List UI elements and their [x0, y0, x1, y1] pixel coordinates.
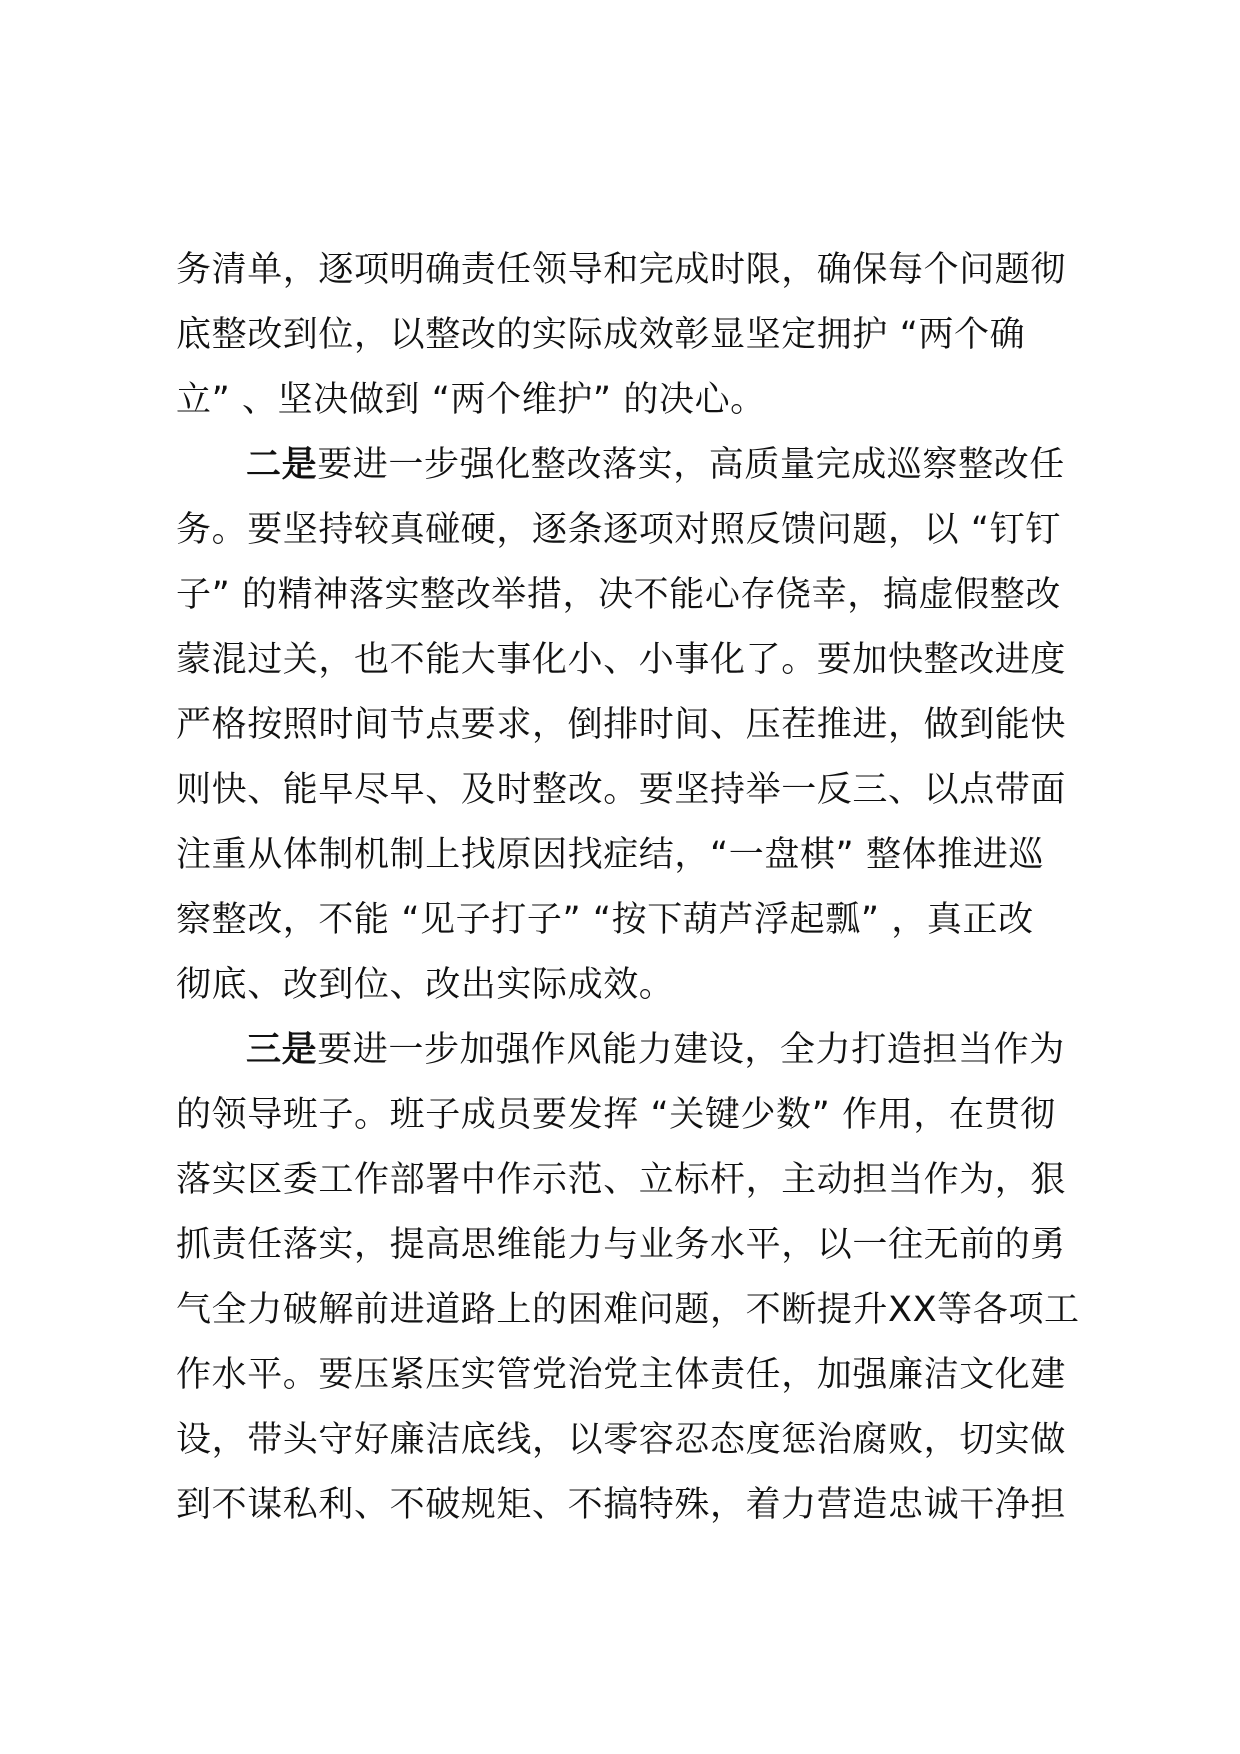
text-line: 立” 、坚决做到 “两个维护” 的决心。 — [176, 380, 766, 420]
text-line: 蒙混过关，也不能大事化小、小事化了。要加快整改进度 — [176, 640, 1067, 680]
text-line: 务。要坚持较真碰硬，逐条逐项对照反馈问题，以 “钉钉 — [176, 510, 1061, 550]
text-line: 作水平。要压紧压实管党治党主体责任，加强廉洁文化建 — [176, 1355, 1067, 1395]
paragraph-lead: 二是 — [246, 445, 318, 485]
document-body — [176, 238, 1106, 1538]
text-line: 则快、能早尽早、及时整改。要坚持举一反三、以点带面 — [176, 770, 1067, 810]
text-line: 设，带头守好廉洁底线，以零容忍态度惩治腐败，切实做 — [176, 1420, 1067, 1460]
text-line: 到不谋私利、不破规矩、不搞特殊，着力营造忠诚干净担 — [176, 1485, 1067, 1525]
paragraph-first-line — [176, 433, 1106, 498]
text-line: 注重从体制机制上找原因找症结，“一盘棋” 整体推进巡 — [176, 835, 1044, 875]
text-segment: 要进一步加强作风能力建设，全力打造担当作为 — [317, 1030, 1065, 1070]
text-line: 气全力破解前进道路上的困难问题，不断提升XX等各项工 — [176, 1290, 1080, 1330]
text-line: 子” 的精神落实整改举措，决不能心存侥幸，搞虚假整改 — [176, 575, 1061, 615]
paragraph-lead: 三是 — [246, 1030, 318, 1070]
text-line: 务清单，逐项明确责任领导和完成时限，确保每个问题彻 — [176, 250, 1067, 290]
text-line: 底整改到位，以整改的实际成效彰显坚定拥护 “两个确 — [176, 315, 1026, 355]
text-line: 彻底、改到位、改出实际成效。 — [176, 965, 675, 1005]
text-segment: 要进一步强化整改落实，高质量完成巡察整改任 — [317, 445, 1065, 485]
text-line: 抓责任落实，提高思维能力与业务水平，以一往无前的勇 — [176, 1225, 1067, 1265]
paragraph-first-line — [176, 1018, 1106, 1083]
text-line: 严格按照时间节点要求，倒排时间、压茬推进，做到能快 — [176, 705, 1067, 745]
text-line: 落实区委工作部署中作示范、立标杆，主动担当作为，狠 — [176, 1160, 1067, 1200]
text-line: 察整改，不能 “见子打子” “按下葫芦浮起瓢” ，真正改 — [176, 900, 1034, 940]
text-line: 的领导班子。班子成员要发挥 “关键少数” 作用，在贯彻 — [176, 1095, 1056, 1135]
